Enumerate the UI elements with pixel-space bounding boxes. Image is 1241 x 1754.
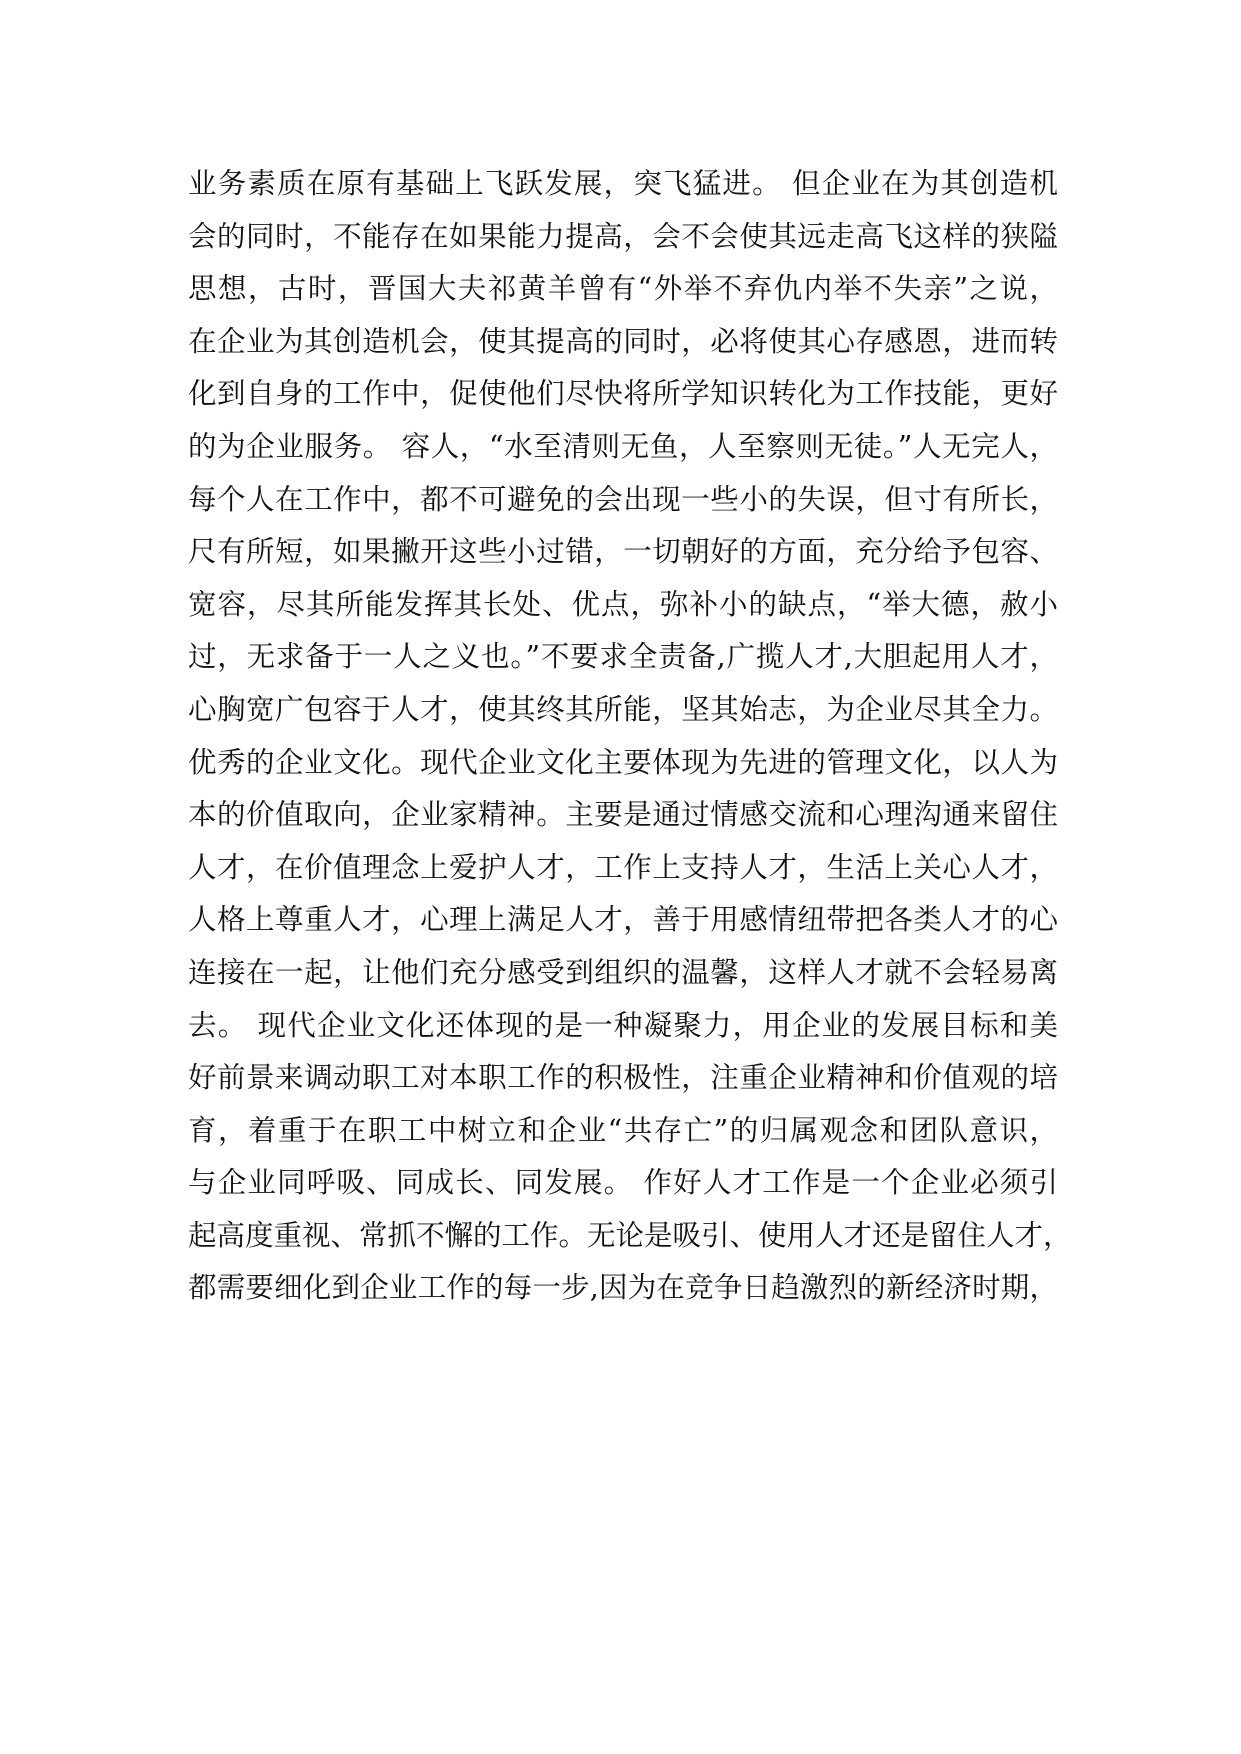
text-line: 好前景来调动职工对本职工作的积极性，注重企业精神和价值观的培 (188, 1061, 1058, 1095)
text-line: 的为企业服务。 容人，“水至清则无鱼，人至察则无徒。”人无完人， (188, 429, 1058, 463)
text-line: 宽容，尽其所能发挥其长处、优点，弥补小的缺点，“举大德，赦小 (188, 587, 1058, 621)
body-text (188, 158, 1072, 1315)
text-line: 心胸宽广包容于人才，使其终其所能，坚其始志，为企业尽其全力。 (188, 692, 1058, 726)
text-line: 起高度重视、常抓不懈的工作。无论是吸引、使用人才还是留住人才， (188, 1218, 1072, 1252)
text-line: 连接在一起，让他们充分感受到组织的温馨，这样人才就不会轻易离 (188, 955, 1058, 989)
text-line: 会的同时，不能存在如果能力提高，会不会使其远走高飞这样的狭隘 (188, 219, 1058, 253)
text-line: 与企业同呼吸、同成长、同发展。 作好人才工作是一个企业必须引 (188, 1166, 1058, 1200)
text-line: 人格上尊重人才，心理上满足人才，善于用感情纽带把各类人才的心 (188, 903, 1058, 937)
text-line: 本的价值取向，企业家精神。主要是通过情感交流和心理沟通来留住 (188, 798, 1058, 832)
text-line: 在企业为其创造机会，使其提高的同时，必将使其心存感恩，进而转 (188, 324, 1058, 358)
text-line: 每个人在工作中，都不可避免的会出现一些小的失误，但寸有所长， (188, 482, 1058, 516)
text-line: 去。 现代企业文化还体现的是一种凝聚力，用企业的发展目标和美 (188, 1008, 1058, 1042)
text-line: 过，无求备于一人之义也。”不要求全责备,广揽人才,大胆起用人才， (188, 640, 1058, 674)
text-line: 优秀的企业文化。现代企业文化主要体现为先进的管理文化，以人为 (188, 745, 1058, 779)
text-line: 育，着重于在职工中树立和企业“共存亡”的归属观念和团队意识， (188, 1113, 1058, 1147)
text-line: 都需要细化到企业工作的每一步,因为在竞争日趋激烈的新经济时期， (188, 1271, 1058, 1305)
text-line: 化到自身的工作中，促使他们尽快将所学知识转化为工作技能，更好 (188, 377, 1058, 411)
text-line: 思想，古时，晋国大夫祁黄羊曾有“外举不弃仇内举不失亲”之说， (188, 272, 1058, 306)
text-line: 业务素质在原有基础上飞跃发展，突飞猛进。 但企业在为其创造机 (188, 167, 1058, 200)
text-line: 尺有所短，如果撇开这些小过错，一切朝好的方面，充分给予包容、 (188, 535, 1058, 569)
text-line: 人才，在价值理念上爱护人才，工作上支持人才，生活上关心人才， (188, 850, 1058, 884)
